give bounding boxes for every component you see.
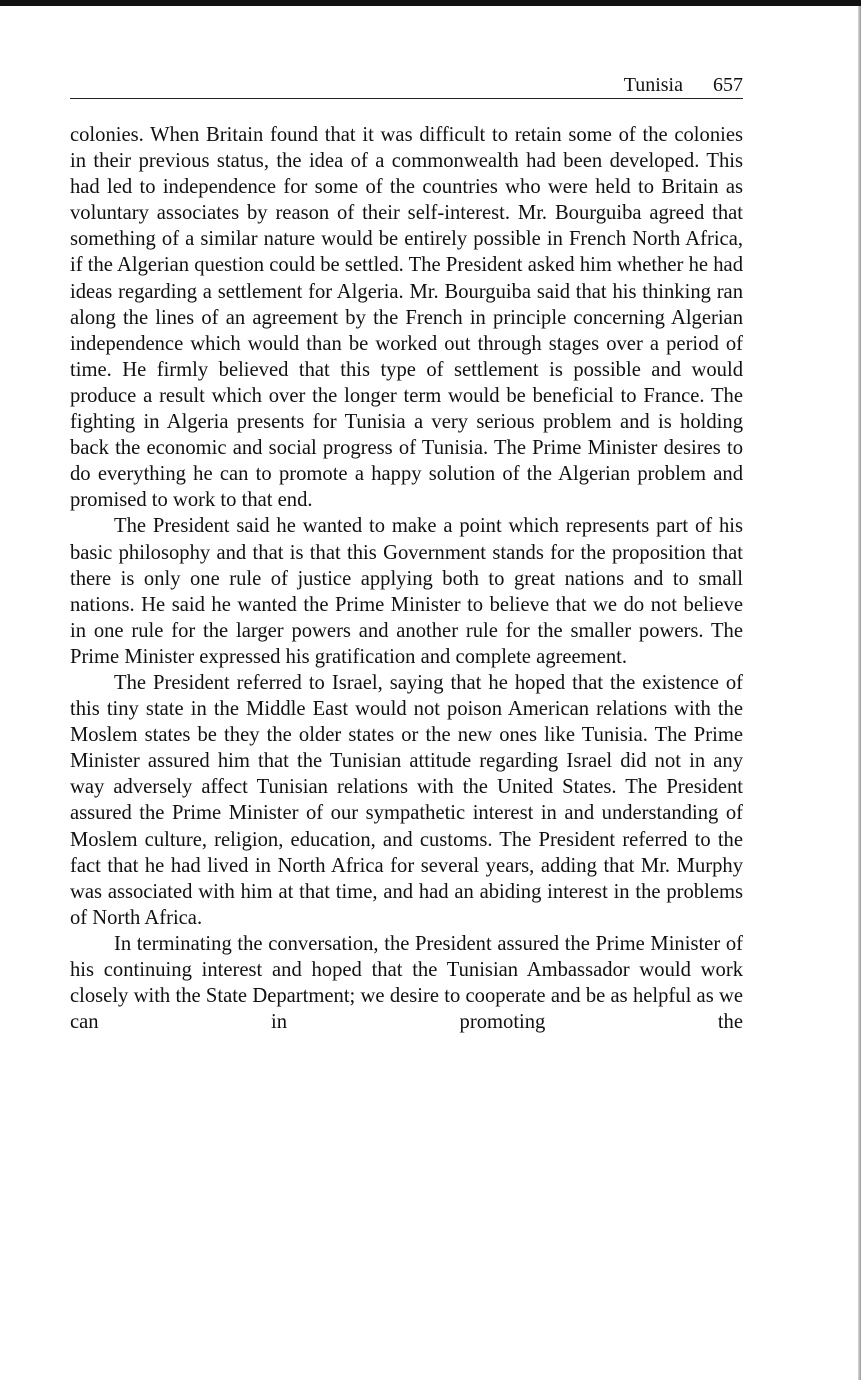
running-head-title: Tunisia — [623, 74, 683, 96]
body-text — [70, 122, 743, 1035]
paragraph-2: The President said he wanted to make a point which represents part of his basic philosophy and that is that this Government stands for the proposition that there is only one rule of justice applying both to great nations and to small nations. He said he wanted the Prime Minister to believe that we do not believe in one rule for the larger powers and another rule for the smaller powers. The Prime Minister expressed his gratification and complete agreement. — [70, 515, 743, 668]
running-head — [70, 72, 743, 99]
paragraph-4: In terminating the conversation, the President assured the Prime Minister of his continuing interest and hoped that the Tunisian Ambassador would work closely with the State Department; we desire to cooperate and be as helpful as we can in promoting the — [70, 932, 743, 1034]
paragraph-1: colonies. When Britain found that it was difficult to retain some of the colonies in their previous status, the idea of a commonwealth had been developed. This had led to independence for some of the countries who were held to Britain as voluntary associates by reason of their self-interest. Mr. Bourguiba agreed that something of a similar nature would be entirely possible in French North Africa, if the Algerian question could be settled. The President asked him whether he had ideas regarding a settlement for Algeria. Mr. Bourguiba said that his thinking ran along the lines of an agreement by the French in principle concerning Algerian independence which would than be worked out through stages over a period of time. He firmly believed that this type of settlement is possible and would produce a result which over the longer term would be beneficial to France. The fighting in Algeria presents for Tunisia a very serious problem and is holding back the economic and social progress of Tunisia. The Prime Minister desires to do everything he can to promote a happy solution of the Algerian problem and promised to work to that end. — [70, 124, 743, 512]
page-number: 657 — [713, 74, 743, 96]
page-top-edge — [0, 0, 861, 6]
paragraph-3: The President referred to Israel, saying that he hoped that the existence of this tiny state in the Middle East would not poison American relations with the Moslem states be they the older states or the new ones like Tunisia. The Prime Minister assured him that the Tunisian attitude regarding Israel did not in any way adversely affect Tunisian relations with the United States. The President assured the Prime Minister of our sympathetic interest in and understanding of Moslem culture, religion, education, and customs. The President referred to the fact that he had lived in North Africa for several years, adding that Mr. Murphy was associated with him at that time, and had an abiding interest in the problems of North Africa. — [70, 671, 743, 929]
